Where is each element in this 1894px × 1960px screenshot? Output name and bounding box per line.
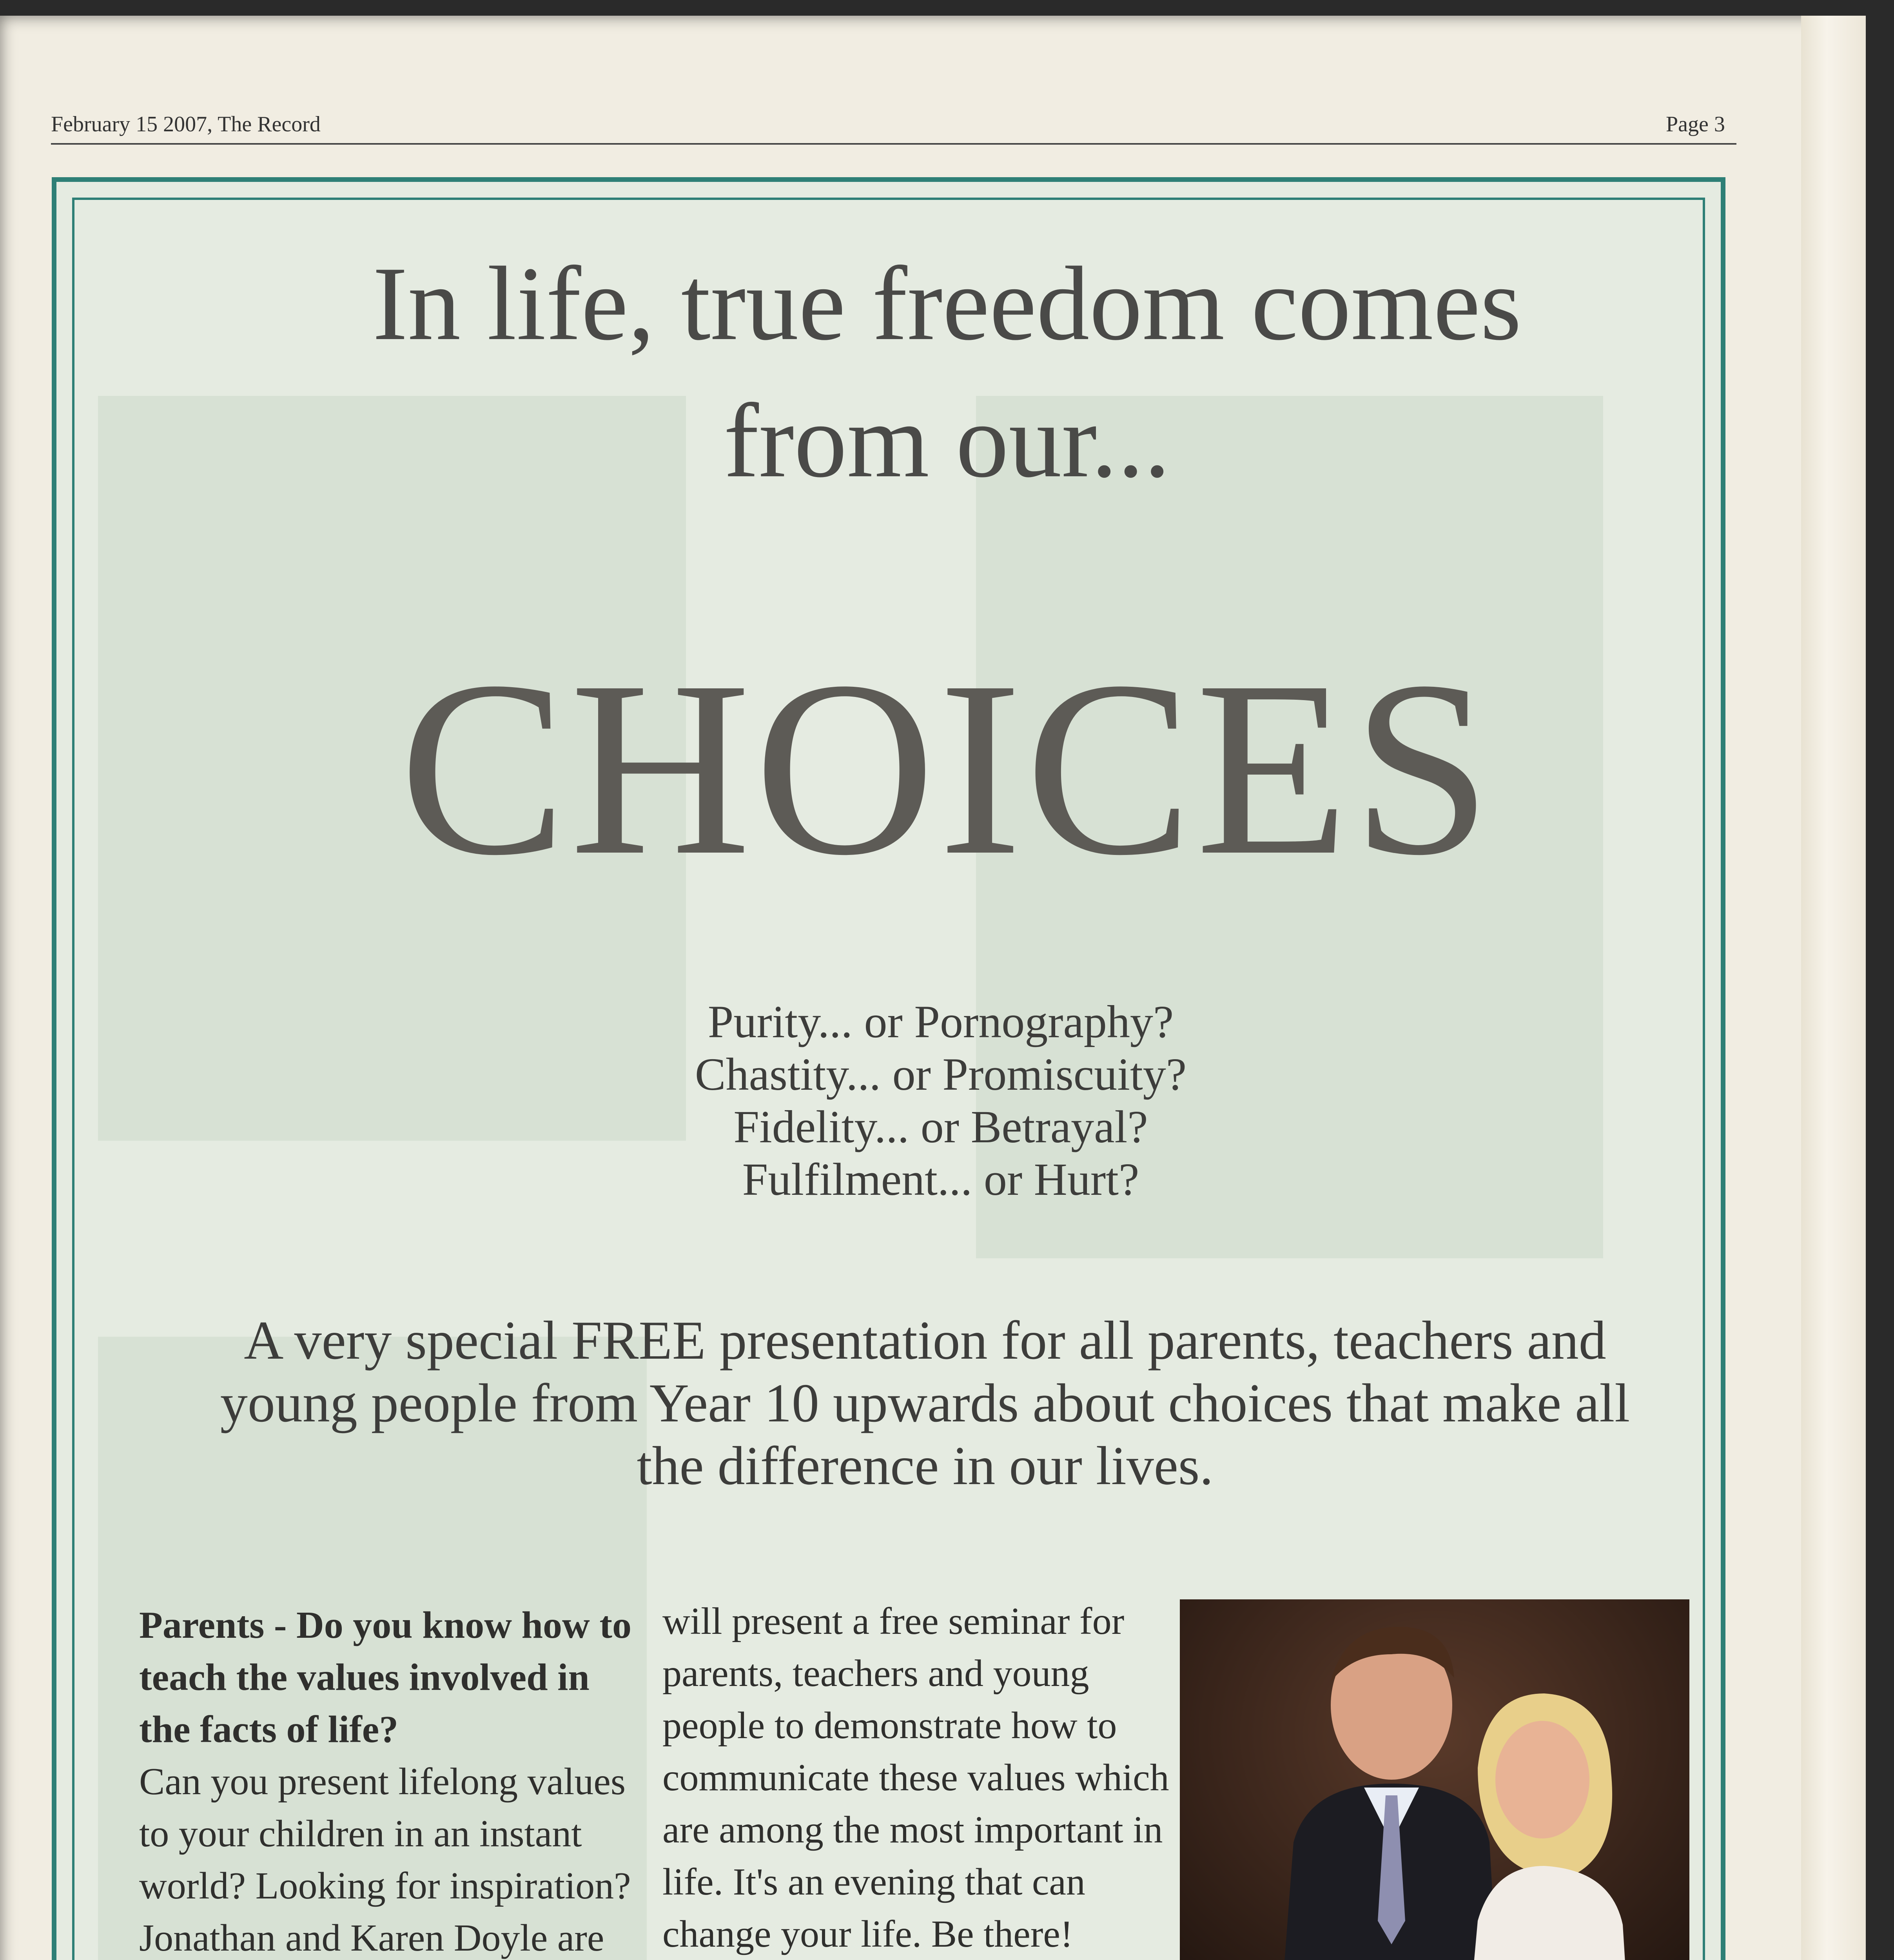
question-item: Fulfilment... or Hurt? — [742, 1154, 1139, 1205]
header-page-number: Page 3 — [1666, 112, 1725, 136]
choices-title: CHOICES — [399, 630, 1495, 907]
header-rule — [51, 143, 1736, 145]
body-column-1 — [139, 1599, 649, 1960]
body-column-2 — [662, 1595, 1172, 1960]
presentation-subhead — [141, 1309, 1709, 1497]
question-item: Purity... or Pornography? — [708, 996, 1174, 1047]
body-text-1: Can you present lifelong values to your children in an instant world? Looking for inspiration? Jonathan and Karen Doyle are — [139, 1760, 631, 1959]
header-date: February 15 2007, The Record — [51, 112, 321, 136]
body-text-2: will present a free seminar for parents, teachers and young people to demonstrate how to communicate these values which are among the most important in life. It's an evening that can change your life. Be there! — [662, 1600, 1169, 1955]
subhead-line: young people from Year 10 upwards about choices that make all — [220, 1373, 1630, 1434]
subhead-line: the difference in our lives. — [637, 1436, 1214, 1496]
photo-illustration — [1180, 1599, 1689, 1960]
subhead-line: A very special FREE presentation for all parents, teachers and — [244, 1310, 1606, 1371]
presenters-photo — [1180, 1599, 1689, 1960]
question-item: Fidelity... or Betrayal? — [733, 1101, 1148, 1152]
question-item: Chastity... or Promiscuity? — [695, 1049, 1187, 1100]
questions-list — [470, 996, 1411, 1206]
headline-line-2: from our... — [724, 382, 1170, 499]
body-lead-question: Parents - Do you know how to teach the values involved in the facts of life? — [139, 1604, 631, 1751]
headline-line-1: In life, true freedom comes — [372, 245, 1522, 362]
